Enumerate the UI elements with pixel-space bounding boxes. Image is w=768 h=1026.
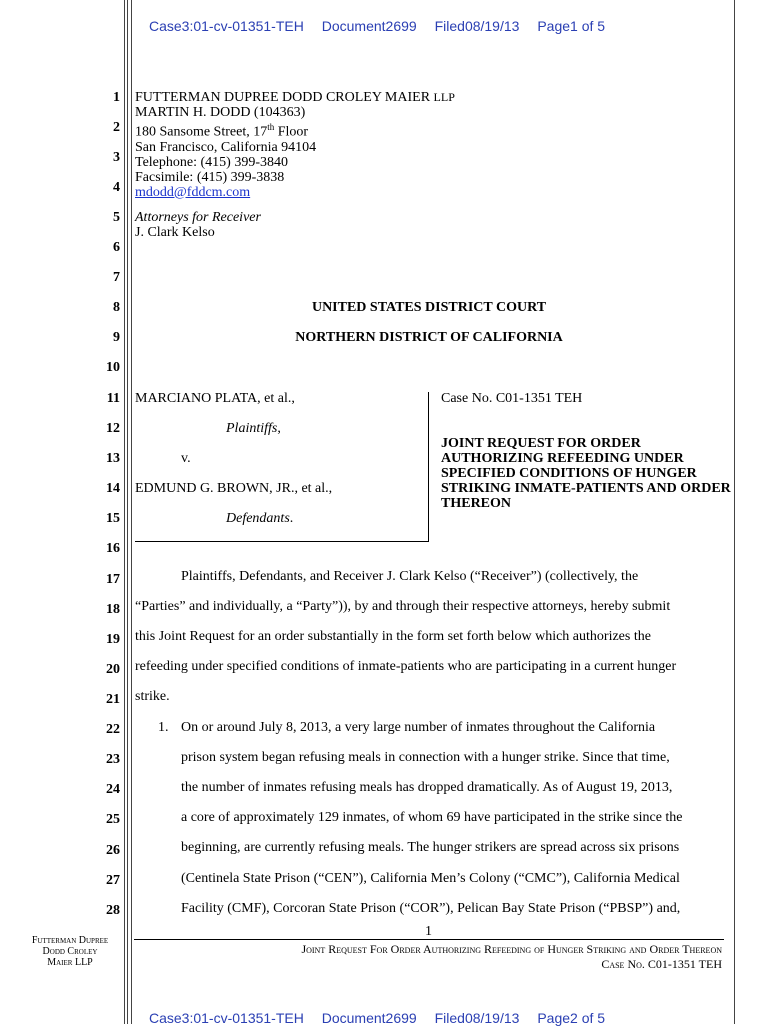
footer-case: Case No. C01-1351 TEH [601,957,722,971]
firm-name-suffix: LLP [433,90,455,104]
defendants-label-line [226,511,293,526]
counsel-block [135,90,455,200]
attorney-name: MARTIN H. DODD (104363) [135,105,306,120]
firm-name: FUTTERMAN DUPREE DODD CROLEY MAIER [135,90,431,105]
defendants-label: Defendants [226,511,290,526]
line-number: 4 [113,180,120,195]
caption-vertical-rule [428,392,429,542]
item-line: prison system began refusing meals in connection with a hunger strike. Since that time, [181,750,670,765]
line-number: 1 [113,90,120,105]
court-district: NORTHERN DISTRICT OF CALIFORNIA [295,330,563,345]
line-number: 25 [106,812,120,827]
plaintiff-party: MARCIANO PLATA, et al., [135,391,295,406]
body-line: Plaintiffs, Defendants, and Receiver J. Clark Kelso (“Receiver”) (collectively, the [181,569,639,584]
line-number: 2 [113,120,120,135]
header-filed: Filed08/19/13 [434,18,520,34]
email-link[interactable]: mdodd@fddcm.com [135,184,251,200]
line-number: 6 [113,240,120,255]
facsimile-line: Facsimile: (415) 399-3838 [135,169,285,185]
line-number: 9 [113,330,120,345]
line-number: 15 [106,511,120,526]
line-number: 26 [106,843,120,858]
body-line: “Parties” and individually, a “Party”)), by and through their respective attorneys, hereby submit [135,599,671,614]
item-number: 1. [158,720,169,735]
footer-firm [20,935,120,968]
line-number: 28 [106,903,120,918]
item-line: beginning, are currently refusing meals. The hunger strikers are spread across six prisons [181,840,680,855]
left-margin-rule-2 [127,0,128,1024]
line-number: 20 [106,662,120,677]
versus: v. [181,451,191,466]
body-line: this Joint Request for an order substantially in the form set forth below which authorizes the [135,629,651,644]
line-number: 21 [106,692,120,707]
header-document: Document2699 [321,18,417,34]
footer-rule [134,939,724,940]
attorneys-for: Attorneys for Receiver [135,210,261,225]
defendants-period: . [289,511,294,526]
body-line: strike. [135,689,170,704]
item-line: On or around July 8, 2013, a very large number of inmates throughout the California [181,720,656,735]
line-number: 3 [113,150,120,165]
court-name: UNITED STATES DISTRICT COURT [311,300,547,315]
item-line: Facility (CMF), Corcoran State Prison (“COR”), Pelican Bay State Prison (“PBSP”) and, [181,901,681,916]
plaintiffs-comma: , [277,421,281,436]
telephone-line: Telephone: (415) 399-3840 [135,154,288,170]
line-number: 12 [106,421,120,436]
street-address: 180 Sansome Street, 17 [135,124,268,140]
left-margin-rule-1 [124,0,125,1024]
item-line: a core of approximately 129 inmates, of whom 69 have participated in the strike since the [181,810,683,825]
line-number: 8 [113,300,120,315]
header-filed: Filed08/19/13 [434,1010,520,1026]
city-line: San Francisco, California 94104 [135,139,317,155]
line-number: 11 [106,391,120,406]
item-line: the number of inmates refusing meals has dropped dramatically. As of August 19, 2013, [181,780,673,795]
street-ordinal: th [267,122,275,132]
header-case: Case3:01-cv-01351-TEH [149,18,304,34]
ecf-header [149,18,619,34]
right-margin-rule [734,0,735,1024]
line-number: 18 [106,602,120,617]
page-number: 1 [425,924,432,939]
header-case: Case3:01-cv-01351-TEH [149,1010,304,1026]
street-floor: Floor [274,124,309,140]
line-number: 17 [106,572,120,587]
plaintiffs-label-line [226,421,281,436]
left-margin-rule-3 [131,0,132,1024]
footer-firm-line: Dodd Croley [42,946,98,957]
header-document: Document2699 [321,1010,417,1026]
plaintiffs-label: Plaintiffs [226,421,278,436]
header-page: Page1 of 5 [537,18,606,34]
receiver-name: J. Clark Kelso [135,225,215,240]
case-number: Case No. C01-1351 TEH [441,391,583,406]
street-address-line [135,120,455,140]
caption-horizontal-rule [135,541,429,542]
defendant-party: EDMUND G. BROWN, JR., et al., [135,481,333,496]
footer-firm-line: Maier LLP [47,957,93,968]
line-number: 16 [106,541,120,556]
line-number: 10 [106,360,120,375]
body-line: refeeding under specified conditions of inmate-patients who are participating in a current hunger [135,659,677,674]
line-number: 22 [106,722,120,737]
line-number: 19 [106,632,120,647]
line-number: 13 [106,451,120,466]
footer-title: Joint Request For Order Authorizing Refeeding of Hunger Striking and Order Thereon [301,942,722,956]
firm-name-line [135,90,455,105]
line-number: 27 [106,873,120,888]
item-line: (Centinela State Prison (“CEN”), California Men’s Colony (“CMC”), California Medical [181,871,680,886]
line-number: 23 [106,752,120,767]
document-title: JOINT REQUEST FOR ORDER AUTHORIZING REFEEDING UNDER SPECIFIED CONDITIONS OF HUNGER STRIKING INMATE-PATIENTS AND ORDER THEREON [441,436,731,511]
header-page: Page2 of 5 [537,1010,606,1026]
line-number: 24 [106,782,120,797]
line-number: 5 [113,210,120,225]
line-number: 7 [113,270,120,285]
line-number: 14 [106,481,120,496]
footer-firm-line: Futterman Dupree [31,935,109,946]
